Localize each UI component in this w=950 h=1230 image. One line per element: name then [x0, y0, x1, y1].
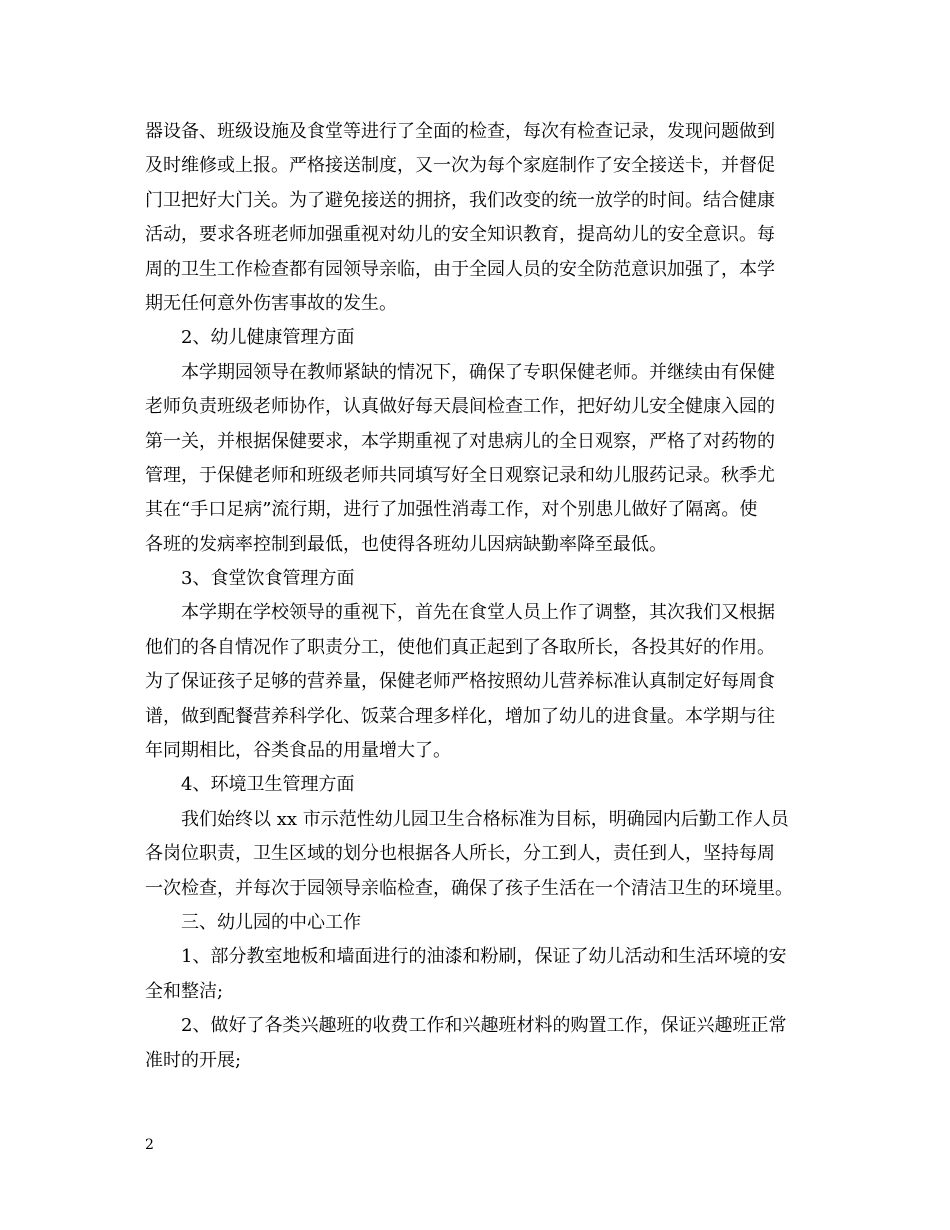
text-line: 各岗位职责，卫生区域的划分也根据各人所长，分工到人，责任到人，坚持每周 — [145, 843, 775, 865]
text-line: 谱，做到配餐营养科学化、饭菜合理多样化，增加了幼儿的进食量。本学期与往 — [145, 705, 775, 727]
text-line: 3、食堂饮食管理方面 — [181, 568, 355, 590]
text-line: 我们始终以 xx 市示范性幼儿园卫生合格标准为目标，明确园内后勤工作人员 — [181, 808, 789, 830]
text-line: 4、环境卫生管理方面 — [181, 774, 355, 796]
text-line: 他们的各自情况作了职责分工，使他们真正起到了各取所长，各投其好的作用。 — [145, 636, 775, 658]
document-body — [145, 115, 810, 1078]
text-line: 为了保证孩子足够的营养量，保健老师严格按照幼儿营养标准认真制定好每周食 — [145, 671, 775, 693]
page-number: 2 — [145, 1137, 154, 1153]
text-line: 2、做好了各类兴趣班的收费工作和兴趣班材料的购置工作，保证兴趣班正常 — [181, 1015, 787, 1037]
text-line: 年同期相比，谷类食品的用量增大了。 — [145, 740, 451, 762]
text-line: 周的卫生工作检查都有园领导亲临，由于全园人员的安全防范意识加强了，本学 — [145, 258, 775, 280]
text-line: 期无任何意外伤害事故的发生。 — [145, 292, 397, 314]
text-line: 三、幼儿园的中心工作 — [181, 911, 361, 933]
text-line: 第一关，并根据保健要求，本学期重视了对患病儿的全日观察，严格了对药物的 — [145, 430, 775, 452]
text-line: 及时维修或上报。严格接送制度，又一次为每个家庭制作了安全接送卡，并督促 — [145, 155, 775, 177]
text-line: 2、幼儿健康管理方面 — [181, 327, 355, 349]
text-line: 门卫把好大门关。为了避免接送的拥挤，我们改变的统一放学的时间。结合健康 — [145, 189, 775, 211]
text-line: 其在“手口足病”流行期，进行了加强性消毒工作，对个别患儿做好了隔离。使 — [145, 499, 758, 521]
text-line: 活动，要求各班老师加强重视对幼儿的安全知识教育，提高幼儿的安全意识。每 — [145, 224, 775, 246]
text-line: 一次检查，并每次于园领导亲临检查，确保了孩子生活在一个清洁卫生的环境里。 — [145, 877, 793, 899]
text-line: 管理，于保健老师和班级老师共同填写好全日观察记录和幼儿服药记录。秋季尤 — [145, 464, 775, 486]
text-line: 全和整洁; — [145, 980, 224, 1002]
text-line: 老师负责班级老师协作，认真做好每天晨间检查工作，把好幼儿安全健康入园的 — [145, 396, 775, 418]
text-line: 本学期园领导在教师紧缺的情况下，确保了专职保健老师。并继续由有保健 — [181, 361, 775, 383]
text-line: 器设备、班级设施及食堂等进行了全面的检查，每次有检查记录，发现问题做到 — [145, 121, 775, 142]
text-line: 准时的开展; — [145, 1049, 242, 1071]
text-line: 各班的发病率控制到最低，也使得各班幼儿因病缺勤率降至最低。 — [145, 533, 667, 555]
text-line: 1、部分教室地板和墙面进行的油漆和粉刷，保证了幼儿活动和生活环境的安 — [181, 946, 787, 968]
text-line: 本学期在学校领导的重视下，首先在食堂人员上作了调整，其次我们又根据 — [181, 602, 775, 624]
